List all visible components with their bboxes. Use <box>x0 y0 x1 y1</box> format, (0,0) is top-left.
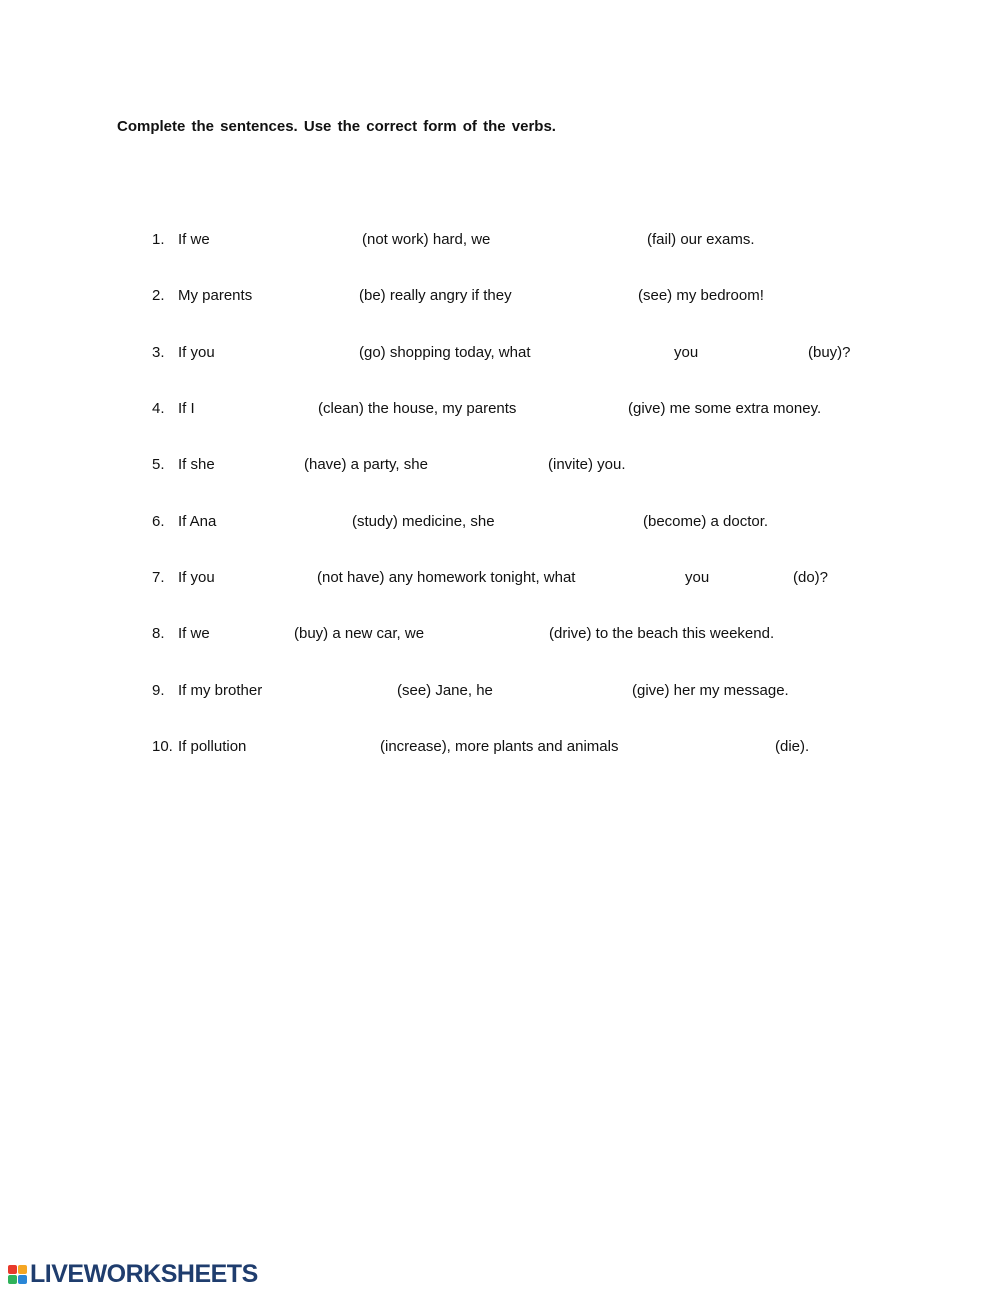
logo-square <box>8 1265 17 1274</box>
item-text: If my brother <box>178 682 263 699</box>
item-number: 4. <box>152 400 165 417</box>
exercise-item-7 <box>0 569 1000 591</box>
item-text: (fail) our exams. <box>647 231 755 248</box>
item-text: My parents <box>178 287 253 304</box>
exercise-item-4 <box>0 400 1000 422</box>
item-text: (drive) to the beach this weekend. <box>549 625 775 642</box>
item-number: 2. <box>152 287 165 304</box>
exercise-item-8 <box>0 625 1000 647</box>
item-text: (see) Jane, he <box>397 682 493 699</box>
item-text: (be) really angry if they <box>359 287 512 304</box>
item-text: you <box>674 344 699 361</box>
item-text: If you <box>178 569 215 586</box>
item-text: (clean) the house, my parents <box>318 400 517 417</box>
logo-text: LIVEWORKSHEETS <box>30 1259 258 1288</box>
item-text: (do)? <box>793 569 829 586</box>
instructions-title: Complete the sentences. Use the correct form of the verbs. <box>117 118 556 135</box>
liveworksheets-logo <box>8 1261 258 1287</box>
item-text: If we <box>178 625 210 642</box>
exercise-item-2 <box>0 287 1000 309</box>
logo-square <box>18 1275 27 1284</box>
item-text: (not have) any homework tonight, what <box>317 569 576 586</box>
item-number: 5. <box>152 456 165 473</box>
item-text: (increase), more plants and animals <box>380 738 619 755</box>
exercise-item-9 <box>0 682 1000 704</box>
item-number: 1. <box>152 231 165 248</box>
item-text: (see) my bedroom! <box>638 287 764 304</box>
item-text: If Ana <box>178 513 217 530</box>
item-text: If she <box>178 456 215 473</box>
logo-square <box>8 1275 17 1284</box>
item-number: 10. <box>152 738 173 755</box>
item-text: (give) me some extra money. <box>628 400 822 417</box>
item-text: (give) her my message. <box>632 682 789 699</box>
item-text: (become) a doctor. <box>643 513 769 530</box>
exercise-item-6 <box>0 513 1000 535</box>
item-text: If pollution <box>178 738 247 755</box>
exercise-item-1 <box>0 231 1000 253</box>
item-text: (study) medicine, she <box>352 513 495 530</box>
item-number: 3. <box>152 344 165 361</box>
exercise-item-10 <box>0 738 1000 760</box>
item-text: If you <box>178 344 215 361</box>
item-text: you <box>685 569 710 586</box>
exercise-item-3 <box>0 344 1000 366</box>
exercise-item-5 <box>0 456 1000 478</box>
item-text: (invite) you. <box>548 456 626 473</box>
logo-square <box>18 1265 27 1274</box>
item-number: 8. <box>152 625 165 642</box>
item-text: (go) shopping today, what <box>359 344 531 361</box>
item-text: If we <box>178 231 210 248</box>
item-text: (not work) hard, we <box>362 231 491 248</box>
item-text: If I <box>178 400 195 417</box>
item-number: 6. <box>152 513 165 530</box>
item-text: (have) a party, she <box>304 456 428 473</box>
item-text: (buy)? <box>808 344 851 361</box>
item-text: (buy) a new car, we <box>294 625 425 642</box>
logo-mark-icon <box>8 1265 27 1284</box>
item-number: 7. <box>152 569 165 586</box>
item-text: (die). <box>775 738 810 755</box>
item-number: 9. <box>152 682 165 699</box>
